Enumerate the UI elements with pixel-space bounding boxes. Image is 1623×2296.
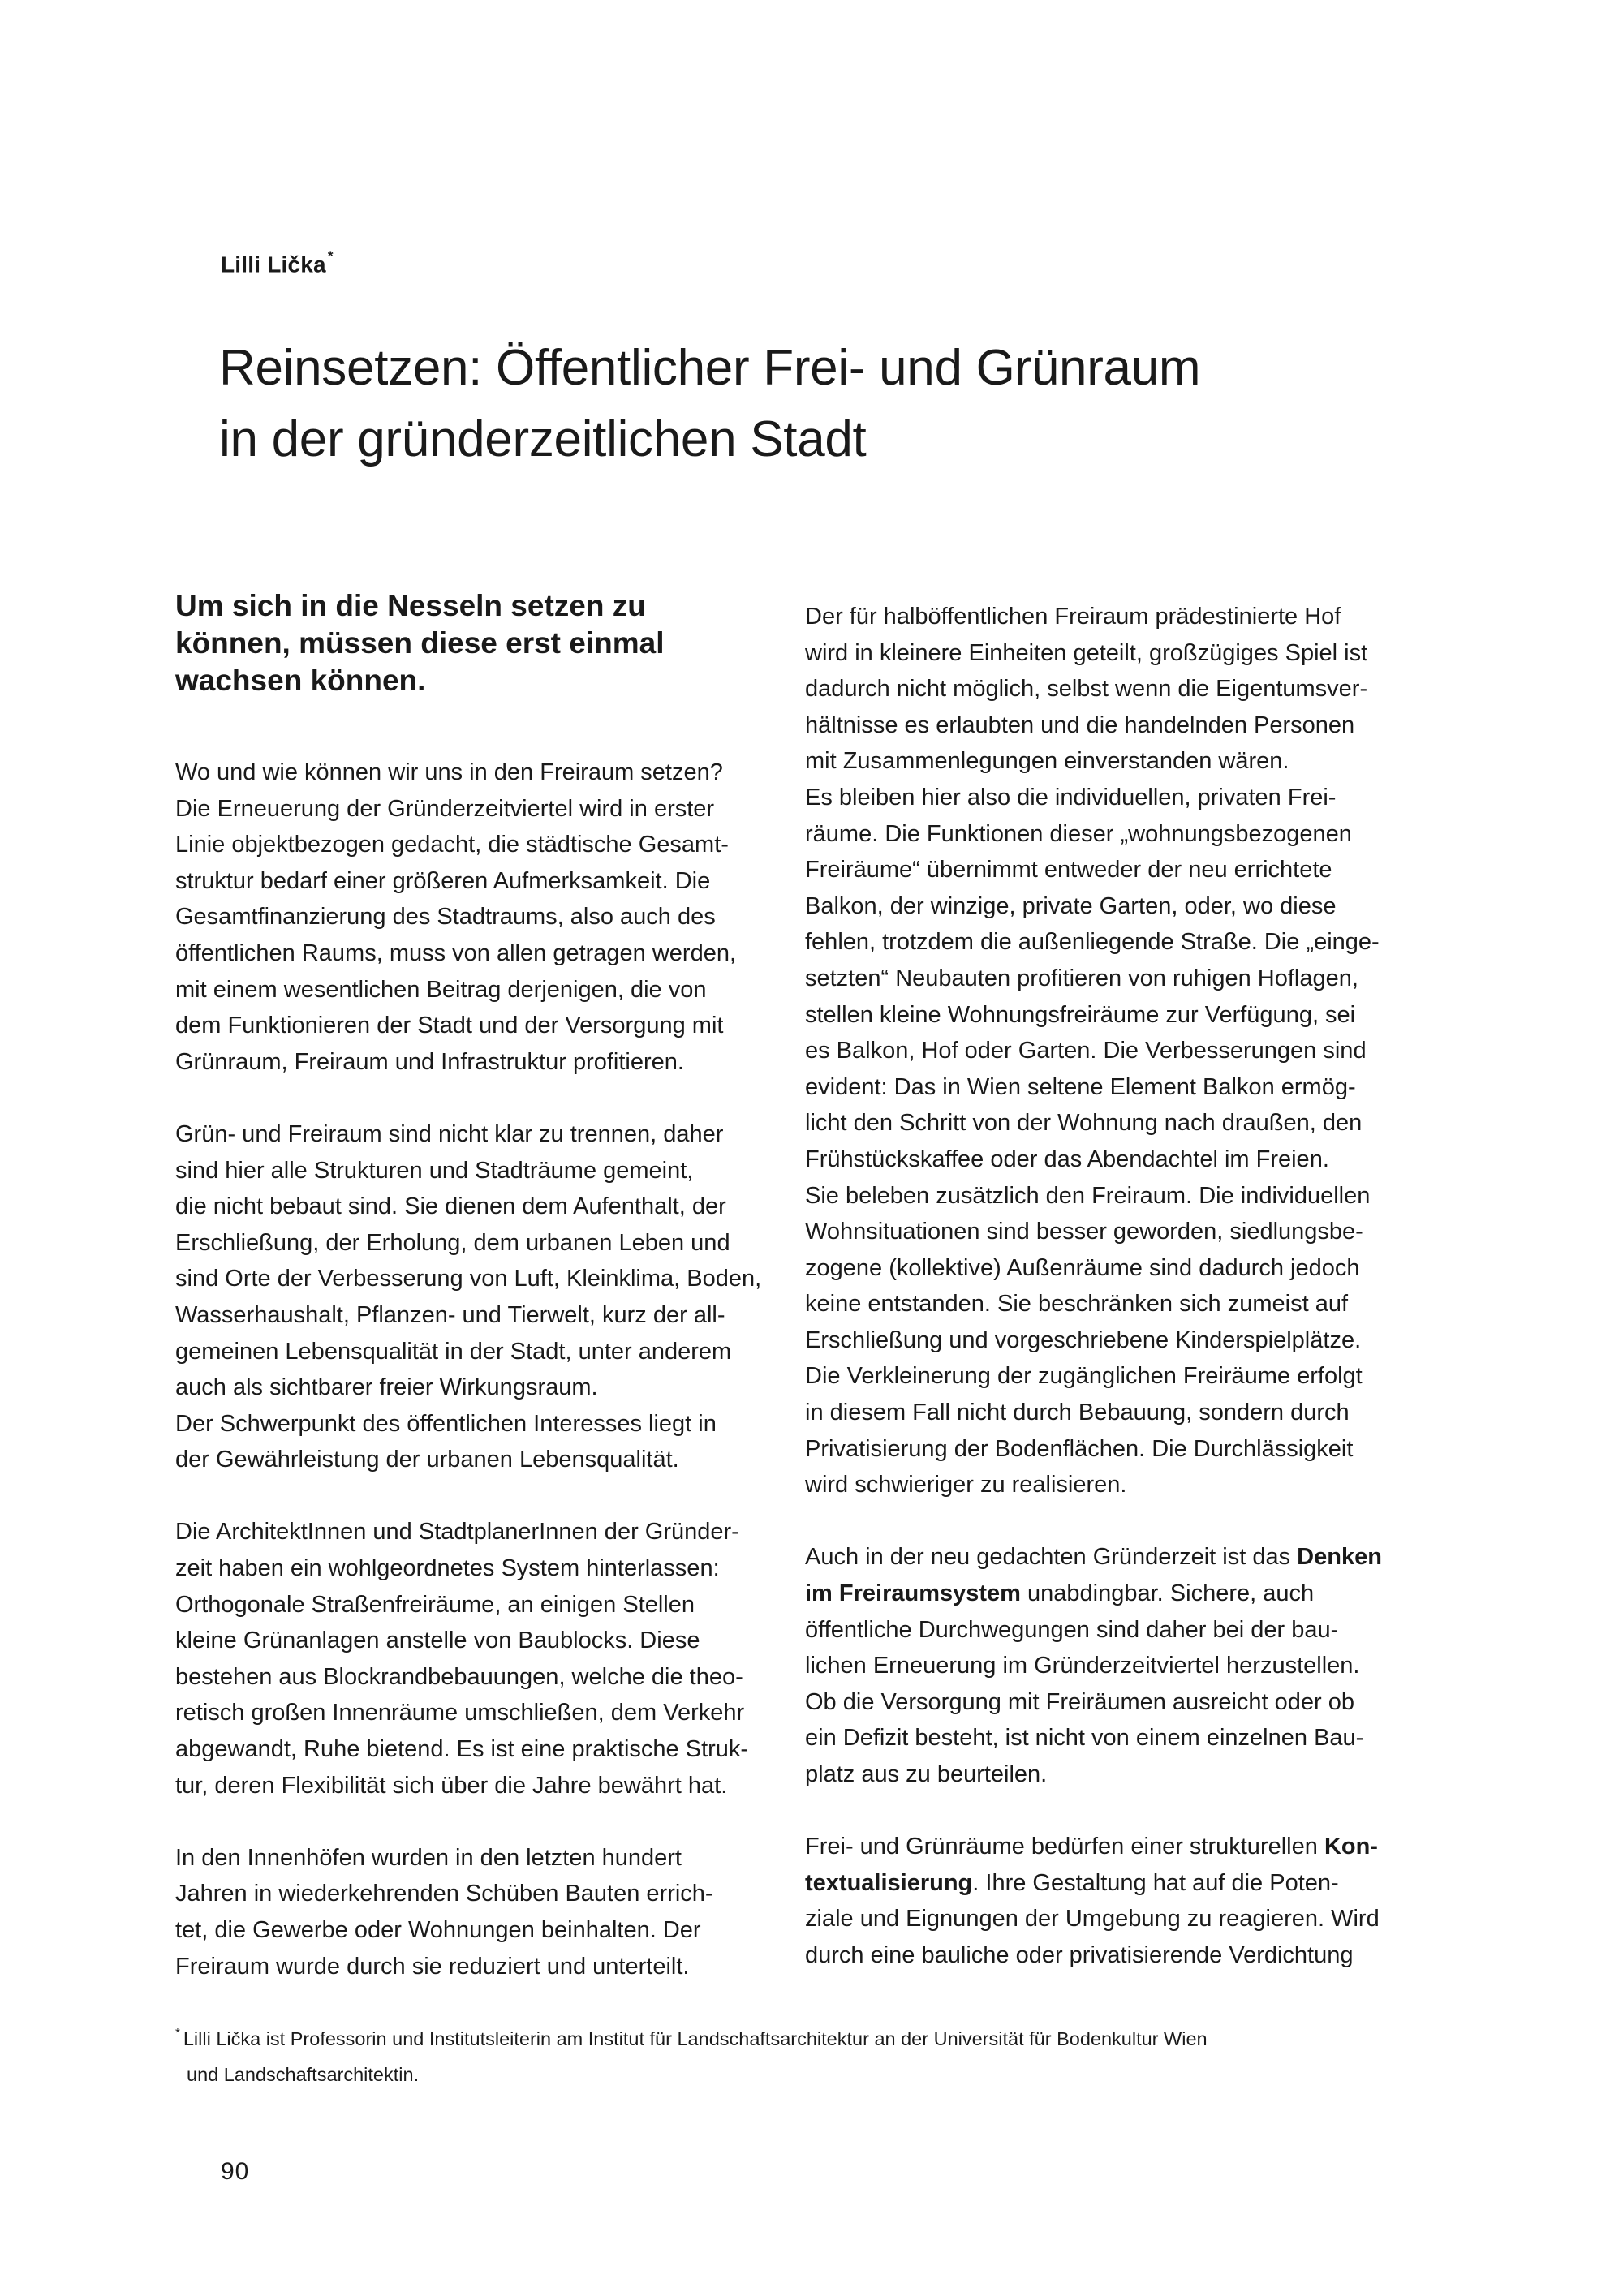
text-line: Die Erneuerung der Gründerzeitviertel wird in erster <box>175 795 715 822</box>
text-line: Wohnsituationen sind besser geworden, siedlungsbe- <box>805 1219 1363 1245</box>
text-run: unabdingbar. Sichere, auch <box>1020 1580 1315 1607</box>
text-line <box>805 1576 1454 1612</box>
text-line: lichen Erneuerung im Gründerzeitviertel herzustellen. <box>805 1653 1360 1679</box>
text-line: Frühstückskaffee oder das Abendachtel im Freien. <box>805 1146 1329 1172</box>
text-run: . Ihre Gestaltung hat auf die Poten- <box>972 1869 1339 1896</box>
text-line: dem Funktionieren der Stadt und der Versorgung mit <box>175 1013 724 1039</box>
text-line: platz aus zu beurteilen. <box>805 1761 1048 1787</box>
text-line: auch als sichtbarer freier Wirkungsraum. <box>175 1374 598 1401</box>
text-line: Sie beleben zusätzlich den Freiraum. Die individuellen <box>805 1182 1371 1209</box>
bold-term: textualisierung <box>805 1869 973 1896</box>
lead-line: Um sich in die Nesseln setzen zu <box>175 589 646 622</box>
text-line: Erschließung, der Erholung, dem urbanen Leben und <box>175 1229 730 1256</box>
lead-line: wachsen können. <box>175 664 426 697</box>
text-line: räume. Die Funktionen dieser „wohnungsbezogenen <box>805 820 1352 847</box>
footnote-line <box>175 2017 1555 2057</box>
text-line: abgewandt, Ruhe bietend. Es ist eine praktische Struk- <box>175 1736 749 1763</box>
text-line: Der für halböffentlichen Freiraum prädestinierte Hof <box>805 604 1341 630</box>
text-line: gemeinen Lebensqualität in der Stadt, unter anderem <box>175 1338 732 1365</box>
text-line: In den Innenhöfen wurden in den letzten hundert <box>175 1844 682 1871</box>
text-line: Jahren in wiederkehrenden Schüben Bauten errich- <box>175 1881 713 1907</box>
author-footnote-mark: * <box>327 248 334 264</box>
text-line: setzten“ Neubauten profitieren von ruhigen Hoflagen, <box>805 965 1358 991</box>
lead-line: können, müssen diese erst einmal <box>175 626 665 660</box>
text-line: licht den Schritt von der Wohnung nach draußen, den <box>805 1110 1363 1137</box>
text-line <box>805 1539 1454 1576</box>
text-line: sind Orte der Verbesserung von Luft, Kleinklima, Boden, <box>175 1266 762 1292</box>
text-line: wird in kleinere Einheiten geteilt, großzügiges Spiel ist <box>805 639 1368 666</box>
text-line: Ob die Versorgung mit Freiräumen ausreicht oder ob <box>805 1688 1355 1715</box>
text-line: Wo und wie können wir uns in den Freiraum setzen? <box>175 759 723 785</box>
footnote-mark: * <box>175 2026 180 2040</box>
text-run: Auch in der neu gedachten Gründerzeit ist das <box>805 1544 1298 1571</box>
bold-term: Kon- <box>1324 1834 1378 1860</box>
footnote-line: und Landschaftsarchitektin. <box>187 2063 420 2085</box>
text-line: tur, deren Flexibilität sich über die Jahre bewährt hat. <box>175 1772 728 1799</box>
text-line: der Gewährleistung der urbanen Lebensqualität. <box>175 1447 679 1473</box>
right-column <box>805 599 1454 1974</box>
text-line: mit einem wesentlichen Beitrag derjenigen, die von <box>175 976 707 1003</box>
text-line: Die Verkleinerung der zugänglichen Freiräume erfolgt <box>805 1363 1363 1390</box>
text-line: Grün- und Freiraum sind nicht klar zu trennen, daher <box>175 1120 724 1147</box>
article-title <box>219 333 1518 475</box>
text-line: zeit haben ein wohlgeordnetes System hinterlassen: <box>175 1555 720 1582</box>
text-run: Frei- und Grünräume bedürfen einer strukturellen <box>805 1834 1324 1860</box>
paragraph-3 <box>175 1514 792 1804</box>
text-line: hältnisse es erlaubten und die handelnden Personen <box>805 712 1355 738</box>
bold-term: Denken <box>1297 1544 1382 1571</box>
text-line: bestehen aus Blockrandbebauungen, welche die theo- <box>175 1663 743 1690</box>
text-line: Wasserhaushalt, Pflanzen- und Tierwelt, kurz der all- <box>175 1301 725 1328</box>
text-line: sind hier alle Strukturen und Stadträume gemeint, <box>175 1157 694 1184</box>
text-line: Grünraum, Freiraum und Infrastruktur profitieren. <box>175 1048 684 1075</box>
text-line: durch eine bauliche oder privatisierende Verdichtung <box>805 1941 1354 1968</box>
article-title-line-2: in der gründerzeitlichen Stadt <box>219 411 867 467</box>
text-line: struktur bedarf einer größeren Aufmerksamkeit. Die <box>175 867 711 894</box>
footnote-text: Lilli Lička ist Professorin und Institutsleiterin am Institut für Landschaftsarchitektur an der Universität für Bodenkultur Wien <box>183 2027 1208 2049</box>
text-line <box>805 1829 1454 1865</box>
footnote <box>175 2017 1555 2092</box>
lead-statement <box>175 587 792 699</box>
text-line: tet, die Gewerbe oder Wohnungen beinhalten. Der <box>175 1917 701 1943</box>
paragraph-4 <box>175 1840 792 1984</box>
left-column <box>175 584 792 1984</box>
text-line: Orthogonale Straßenfreiräume, an einigen Stellen <box>175 1591 695 1618</box>
bold-term: im Freiraumsystem <box>805 1580 1021 1607</box>
author-name <box>221 248 334 277</box>
paragraph-1 <box>175 755 792 1080</box>
paragraph-7 <box>805 1829 1454 1973</box>
text-line: ziale und Eignungen der Umgebung zu reagieren. Wird <box>805 1906 1380 1933</box>
paragraph-2 <box>175 1116 792 1478</box>
text-line: wird schwieriger zu realisieren. <box>805 1472 1127 1498</box>
author-name-text: Lilli Lička <box>221 252 326 277</box>
text-line: Gesamtfinanzierung des Stadtraums, also auch des <box>175 904 716 931</box>
article-title-line-1: Reinsetzen: Öffentlicher Frei- und Grünraum <box>219 340 1201 396</box>
text-line: mit Zusammenlegungen einverstanden wären. <box>805 748 1289 775</box>
text-line: zogene (kollektive) Außenräume sind dadurch jedoch <box>805 1254 1360 1281</box>
text-line: dadurch nicht möglich, selbst wenn die Eigentumsver- <box>805 676 1368 703</box>
text-line: Die ArchitektInnen und StadtplanerInnen der Gründer- <box>175 1519 739 1546</box>
text-line: kleine Grünanlagen anstelle von Baublocks. Diese <box>175 1627 700 1654</box>
text-line <box>805 1865 1454 1902</box>
text-line: öffentlichen Raums, muss von allen getragen werden, <box>175 939 737 966</box>
page-number: 90 <box>221 2158 250 2185</box>
text-line: ein Defizit besteht, ist nicht von einem einzelnen Bau- <box>805 1725 1364 1752</box>
text-line: retisch großen Innenräume umschließen, dem Verkehr <box>175 1700 745 1726</box>
text-line: fehlen, trotzdem die außenliegende Straße. Die „einge- <box>805 929 1380 956</box>
text-line: Es bleiben hier also die individuellen, privaten Frei- <box>805 784 1337 810</box>
text-line: Privatisierung der Bodenflächen. Die Durchlässigkeit <box>805 1435 1354 1462</box>
text-line: keine entstanden. Sie beschränken sich zumeist auf <box>805 1291 1349 1318</box>
paragraph-5 <box>805 599 1454 1503</box>
text-line: stellen kleine Wohnungsfreiräume zur Verfügung, sei <box>805 1001 1356 1028</box>
text-line: Freiräume“ übernimmt entweder der neu errichtete <box>805 857 1332 884</box>
text-line: die nicht bebaut sind. Sie dienen dem Aufenthalt, der <box>175 1193 726 1220</box>
text-line: Der Schwerpunkt des öffentlichen Interesses liegt in <box>175 1410 717 1437</box>
text-line: Linie objektbezogen gedacht, die städtische Gesamt- <box>175 832 729 858</box>
text-line: es Balkon, Hof oder Garten. Die Verbesserungen sind <box>805 1038 1367 1064</box>
text-line: Freiraum wurde durch sie reduziert und unterteilt. <box>175 1953 690 1980</box>
text-line: in diesem Fall nicht durch Bebauung, sondern durch <box>805 1400 1350 1426</box>
text-line: evident: Das in Wien seltene Element Balkon ermög- <box>805 1073 1356 1100</box>
text-line: Balkon, der winzige, private Garten, oder, wo diese <box>805 892 1337 919</box>
text-line: öffentliche Durchwegungen sind daher bei der bau- <box>805 1616 1339 1643</box>
text-line: Erschließung und vorgeschriebene Kinderspielplätze. <box>805 1326 1362 1353</box>
paragraph-6 <box>805 1539 1454 1792</box>
